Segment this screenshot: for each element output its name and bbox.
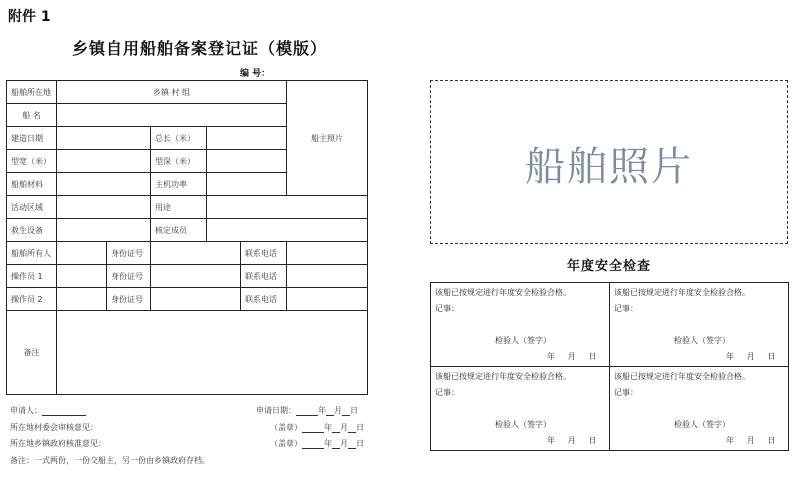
- engine-power-label: 主机功率: [151, 173, 207, 196]
- annual-check-cell[interactable]: 该船已按规定进行年度安全检验合格。 记事： 检验人（签字） 年 月 日: [610, 283, 789, 367]
- length-field[interactable]: [207, 127, 287, 150]
- engine-power-field[interactable]: [207, 173, 287, 196]
- annual-check-title: 年度安全检查: [566, 259, 651, 274]
- footer-note: 备注：一式两份，一份交船主，另一份由乡镇政府存档。: [10, 456, 210, 465]
- width-label: 型宽（米）: [7, 150, 57, 173]
- ship-name-field[interactable]: [57, 104, 287, 127]
- operator1-label: 操作员 1: [7, 265, 57, 288]
- length-label: 总长（米）: [151, 127, 207, 150]
- annual-check-cell[interactable]: 该船已按规定进行年度安全检验合格。 记事： 检验人（签字） 年 月 日: [431, 283, 610, 367]
- owner-photo-cell: 船主照片: [287, 81, 368, 196]
- applicant-label: 申请人：: [10, 406, 42, 415]
- town-opinion-label: 所在地乡镇政府核准意见：: [10, 439, 106, 448]
- width-field[interactable]: [57, 150, 151, 173]
- operator2-label: 操作员 2: [7, 288, 57, 311]
- use-field[interactable]: [207, 196, 368, 219]
- operator2-phone-label: 联系电话: [241, 288, 287, 311]
- owner-phone-label: 联系电话: [241, 242, 287, 265]
- owner-label: 船舶所有人: [7, 242, 57, 265]
- lifesaving-label: 救生设备: [7, 219, 57, 242]
- location-value: 乡镇 村 组: [57, 81, 287, 104]
- owner-id-label: 身份证号: [107, 242, 151, 265]
- remarks-field[interactable]: [57, 311, 368, 395]
- village-seal-line: （盖章） 年 月 日: [270, 423, 364, 432]
- annual-check-cell[interactable]: 该船已按规定进行年度安全检验合格。 记事： 检验人（签字） 年 月 日: [431, 367, 610, 451]
- attachment-label: 附件 1: [8, 9, 51, 25]
- page-title: 乡镇自用船舶备案登记证（模版）: [72, 39, 328, 58]
- owner-id-field[interactable]: [151, 242, 241, 265]
- build-date-label: 建造日期: [7, 127, 57, 150]
- lifesaving-field[interactable]: [57, 219, 151, 242]
- build-date-field[interactable]: [57, 127, 151, 150]
- area-field[interactable]: [57, 196, 151, 219]
- ship-photo-placeholder: 船舶照片: [525, 144, 693, 190]
- registration-form-table: [6, 80, 368, 395]
- owner-field[interactable]: [57, 242, 107, 265]
- operator2-id-field[interactable]: [151, 288, 241, 311]
- operator1-phone-field[interactable]: [287, 265, 368, 288]
- operator1-id-field[interactable]: [151, 265, 241, 288]
- applicant-signature-line[interactable]: [42, 406, 86, 416]
- ship-photo-area[interactable]: [430, 80, 788, 244]
- village-opinion-label: 所在地村委会审核意见：: [10, 423, 98, 432]
- depth-field[interactable]: [207, 150, 287, 173]
- crew-label: 核定成员: [151, 219, 207, 242]
- apply-date-label: 申请日期：: [256, 406, 296, 415]
- operator2-id-label: 身份证号: [107, 288, 151, 311]
- crew-field[interactable]: [207, 219, 368, 242]
- operator2-field[interactable]: [57, 288, 107, 311]
- depth-label: 型深（米）: [151, 150, 207, 173]
- material-field[interactable]: [57, 173, 151, 196]
- annual-check-cell[interactable]: 该船已按规定进行年度安全检验合格。 记事： 检验人（签字） 年 月 日: [610, 367, 789, 451]
- use-label: 用途: [151, 196, 207, 219]
- operator2-phone-field[interactable]: [287, 288, 368, 311]
- apply-date-line: 申请日期： 年 月 日: [256, 406, 358, 415]
- location-label: 船舶所在地: [7, 81, 57, 104]
- applicant-line: [10, 405, 86, 416]
- annual-check-table: [430, 282, 789, 451]
- owner-phone-field[interactable]: [287, 242, 368, 265]
- remarks-label: 备注: [7, 311, 57, 395]
- operator1-id-label: 身份证号: [107, 265, 151, 288]
- operator1-phone-label: 联系电话: [241, 265, 287, 288]
- area-label: 活动区域: [7, 196, 57, 219]
- ship-name-label: 船 名: [7, 104, 57, 127]
- operator1-field[interactable]: [57, 265, 107, 288]
- serial-number-label: 编 号：: [240, 69, 271, 79]
- material-label: 船舶材料: [7, 173, 57, 196]
- town-seal-line: （盖章） 年 月 日: [270, 439, 364, 448]
